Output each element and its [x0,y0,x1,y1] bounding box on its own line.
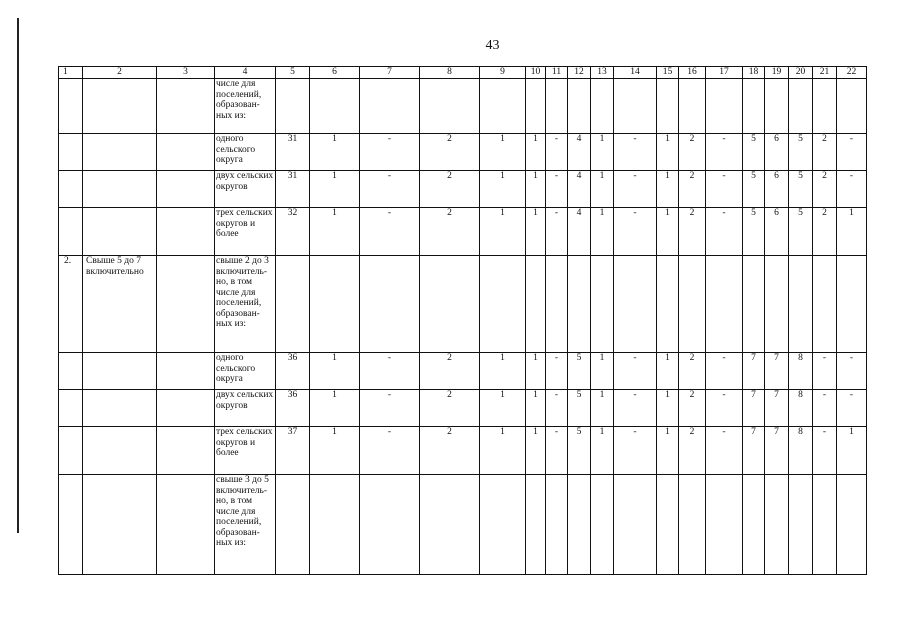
column-3-cell [157,171,215,208]
table-row [59,427,867,475]
header-cell: 15 [657,67,679,79]
settlement-type-cell: свыше 3 до 5 включитель-но, в том числе для поселений, образован-ных из: [215,475,276,575]
value-cell: 5 [789,134,813,171]
table-row [59,353,867,390]
value-cell [614,79,657,134]
value-cell: 5 [789,208,813,256]
settlement-type-cell: трех сельских округов и более [215,208,276,256]
value-cell: 1 [526,353,546,390]
binding-margin-line [17,18,19,533]
row-number-cell [59,79,83,134]
value-cell: 2 [420,427,480,475]
value-cell: 1 [310,134,360,171]
value-cell: - [360,353,420,390]
value-cell: 37 [276,427,310,475]
value-cell: 4 [568,134,591,171]
value-cell [360,79,420,134]
value-cell: - [546,134,568,171]
value-cell: 1 [526,427,546,475]
value-cell: 2 [679,427,706,475]
value-cell: - [706,171,743,208]
value-cell: 32 [276,208,310,256]
value-cell [837,79,867,134]
value-cell [480,79,526,134]
value-cell: 2 [813,171,837,208]
value-cell: - [546,353,568,390]
value-cell: 1 [310,427,360,475]
value-cell [789,475,813,575]
value-cell: 7 [765,390,789,427]
value-cell [743,256,765,353]
value-cell: 31 [276,134,310,171]
value-cell: 7 [743,390,765,427]
value-cell: 5 [789,171,813,208]
value-cell [420,256,480,353]
header-cell: 3 [157,67,215,79]
value-cell: 2 [420,208,480,256]
value-cell: 2 [679,353,706,390]
value-cell [526,79,546,134]
header-cell: 9 [480,67,526,79]
value-cell [276,475,310,575]
value-cell: 5 [568,427,591,475]
column-3-cell [157,390,215,427]
value-cell: 2 [679,390,706,427]
header-cell: 12 [568,67,591,79]
value-cell: - [614,390,657,427]
value-cell [706,475,743,575]
area-range-cell [83,475,157,575]
value-cell: 4 [568,208,591,256]
value-cell: 1 [526,390,546,427]
header-cell: 7 [360,67,420,79]
area-range-cell [83,353,157,390]
value-cell: 7 [765,427,789,475]
value-cell [546,256,568,353]
area-range-cell [83,208,157,256]
header-cell: 4 [215,67,276,79]
value-cell: 1 [591,171,614,208]
value-cell: 1 [480,353,526,390]
table-row [59,256,867,353]
value-cell [679,79,706,134]
value-cell: 1 [480,208,526,256]
table-row [59,475,867,575]
value-cell: - [360,390,420,427]
value-cell [360,256,420,353]
value-cell [813,79,837,134]
area-range-cell [83,390,157,427]
value-cell: 7 [765,353,789,390]
value-cell: - [614,134,657,171]
row-number-cell [59,208,83,256]
settlement-type-cell: числе для поселений, образован-ных из: [215,79,276,134]
value-cell: - [813,390,837,427]
column-3-cell [157,208,215,256]
value-cell [591,256,614,353]
value-cell [526,256,546,353]
value-cell [765,79,789,134]
value-cell: - [546,171,568,208]
row-number-cell: 2. [59,256,83,353]
value-cell [526,475,546,575]
header-cell: 1 [59,67,83,79]
value-cell [614,256,657,353]
value-cell [614,475,657,575]
value-cell: - [813,427,837,475]
header-cell: 17 [706,67,743,79]
header-cell: 13 [591,67,614,79]
value-cell: - [614,427,657,475]
value-cell: 1 [657,427,679,475]
value-cell: - [837,353,867,390]
value-cell: 5 [568,353,591,390]
value-cell: 5 [568,390,591,427]
value-cell: 1 [657,208,679,256]
row-number-cell [59,390,83,427]
table-header-row [59,67,867,79]
area-range-cell [83,134,157,171]
value-cell: 1 [526,208,546,256]
value-cell [657,475,679,575]
value-cell: - [706,208,743,256]
value-cell [706,256,743,353]
value-cell: 5 [743,171,765,208]
value-cell: - [706,427,743,475]
header-cell: 22 [837,67,867,79]
settlement-type-cell: двух сельских округов [215,171,276,208]
page-number: 43 [485,38,500,53]
header-cell: 8 [420,67,480,79]
value-cell: - [706,390,743,427]
column-3-cell [157,353,215,390]
value-cell: 5 [743,208,765,256]
value-cell: - [614,353,657,390]
value-cell: 7 [743,427,765,475]
table-row [59,390,867,427]
value-cell: - [360,134,420,171]
value-cell [765,256,789,353]
value-cell: 1 [526,171,546,208]
value-cell [591,475,614,575]
value-cell [310,79,360,134]
value-cell: 2 [679,171,706,208]
value-cell [789,79,813,134]
column-3-cell [157,427,215,475]
value-cell [420,475,480,575]
value-cell [743,79,765,134]
header-cell: 5 [276,67,310,79]
value-cell: 5 [743,134,765,171]
value-cell: 1 [480,427,526,475]
value-cell: 4 [568,171,591,208]
value-cell: 2 [420,134,480,171]
value-cell: 1 [480,171,526,208]
value-cell: 2 [813,208,837,256]
value-cell [546,475,568,575]
value-cell: - [546,390,568,427]
settlement-type-cell: одного сельского округа [215,134,276,171]
value-cell: - [706,134,743,171]
value-cell: 6 [765,171,789,208]
header-cell: 2 [83,67,157,79]
value-cell: - [360,427,420,475]
value-cell: 1 [657,134,679,171]
header-cell: 10 [526,67,546,79]
value-cell: 2 [420,390,480,427]
value-cell [813,475,837,575]
value-cell: - [706,353,743,390]
row-number-cell [59,427,83,475]
value-cell: 1 [837,427,867,475]
value-cell [813,256,837,353]
value-cell [360,475,420,575]
value-cell: - [837,134,867,171]
value-cell: 1 [837,208,867,256]
value-cell [568,79,591,134]
value-cell: - [614,171,657,208]
value-cell: 36 [276,353,310,390]
value-cell: 2 [420,171,480,208]
value-cell: 1 [480,134,526,171]
value-cell: - [360,171,420,208]
value-cell [679,475,706,575]
value-cell: 1 [480,390,526,427]
table-row [59,134,867,171]
header-cell: 14 [614,67,657,79]
header-cell: 18 [743,67,765,79]
area-range-cell [83,171,157,208]
table-row [59,208,867,256]
value-cell: 1 [591,208,614,256]
value-cell: 1 [310,171,360,208]
value-cell: 1 [657,171,679,208]
value-cell [310,475,360,575]
value-cell [480,475,526,575]
value-cell: - [614,208,657,256]
value-cell: 36 [276,390,310,427]
value-cell: - [546,208,568,256]
value-cell [420,79,480,134]
table-row [59,171,867,208]
area-range-cell: Свыше 5 до 7 включительно [83,256,157,353]
settlement-type-cell: свыше 2 до 3 включитель-но, в том числе для поселений, образован-ных из: [215,256,276,353]
area-range-cell [83,427,157,475]
value-cell: 2 [420,353,480,390]
value-cell: 2 [679,208,706,256]
row-number-cell [59,353,83,390]
table-row [59,79,867,134]
value-cell [310,256,360,353]
value-cell: 2 [679,134,706,171]
value-cell: 7 [743,353,765,390]
value-cell [679,256,706,353]
value-cell [789,256,813,353]
value-cell: 2 [813,134,837,171]
column-3-cell [157,256,215,353]
value-cell: 31 [276,171,310,208]
value-cell: 1 [591,134,614,171]
value-cell: 1 [526,134,546,171]
value-cell: - [546,427,568,475]
header-cell: 19 [765,67,789,79]
value-cell: 1 [591,390,614,427]
value-cell [568,256,591,353]
value-cell [837,256,867,353]
value-cell: 1 [657,353,679,390]
data-table [58,66,867,575]
value-cell [765,475,789,575]
header-cell: 6 [310,67,360,79]
value-cell: 8 [789,390,813,427]
value-cell: - [813,353,837,390]
header-cell: 21 [813,67,837,79]
value-cell: 8 [789,353,813,390]
value-cell [480,256,526,353]
value-cell: 1 [310,390,360,427]
value-cell: 6 [765,134,789,171]
settlement-type-cell: двух сельских округов [215,390,276,427]
area-range-cell [83,79,157,134]
value-cell: 1 [591,353,614,390]
value-cell [568,475,591,575]
value-cell: - [360,208,420,256]
row-number-cell [59,134,83,171]
column-3-cell [157,475,215,575]
value-cell [657,79,679,134]
value-cell [657,256,679,353]
value-cell: 1 [310,353,360,390]
value-cell: - [837,171,867,208]
value-cell: 1 [310,208,360,256]
value-cell: - [837,390,867,427]
value-cell [546,79,568,134]
value-cell [276,79,310,134]
column-3-cell [157,79,215,134]
value-cell: 1 [657,390,679,427]
value-cell [591,79,614,134]
value-cell [706,79,743,134]
row-number-cell [59,475,83,575]
value-cell [837,475,867,575]
header-cell: 16 [679,67,706,79]
row-number-cell [59,171,83,208]
value-cell: 1 [591,427,614,475]
value-cell [743,475,765,575]
header-cell: 20 [789,67,813,79]
column-3-cell [157,134,215,171]
value-cell: 8 [789,427,813,475]
value-cell: 6 [765,208,789,256]
settlement-type-cell: трех сельских округов и более [215,427,276,475]
header-cell: 11 [546,67,568,79]
value-cell [276,256,310,353]
settlement-type-cell: одного сельского округа [215,353,276,390]
